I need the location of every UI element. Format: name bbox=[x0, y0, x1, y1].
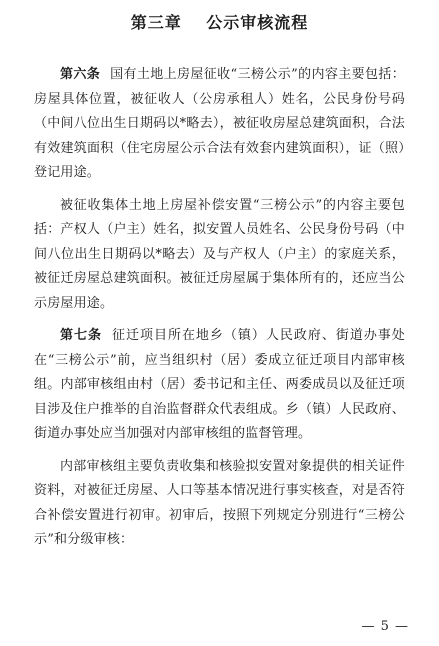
paragraph-article-6 bbox=[34, 63, 405, 186]
paragraph-text: 国有土地上房屋征收“三榜公示”的内容主要包括：房屋具体位置，被征收人（公房承租人）姓名，公民身份号码（中间八位出生日期码以*略去），被征收房屋总建筑面积，合法有效建筑面积（住宅房屋公示合法有效套内建筑面积），证（照）登记用途。 bbox=[34, 67, 405, 180]
paragraph-article-7 bbox=[34, 324, 405, 447]
paragraph-text: 被征收集体土地上房屋补偿安置“三榜公示”的内容主要包括：产权人（户主）姓名，拟安置人员姓名、公民身份号码（中间八位出生日期码以*略去）及与产权人（户主）的家庭关系，被征迁房屋总建筑面积。被征迁房屋属于集体所有的，还应当公示房屋用途。 bbox=[34, 197, 405, 311]
paragraph-text: 征迁项目所在地乡（镇）人民政府、街道办事处在“三榜公示”前，应当组织村（居）委成立征迁项目内部审核组。内部审核组由村（居）委书记和主任、两委成员以及征迁项目涉及住户推举的自治监督群众代表组成。乡（镇）人民政府、街道办事处应当加强对内部审核组的监督管理。 bbox=[34, 328, 405, 441]
article-label: 第六条 bbox=[60, 67, 101, 82]
chapter-title: 第三章 公示审核流程 bbox=[130, 13, 309, 32]
page-number: — 5 — bbox=[361, 619, 409, 634]
paragraph-collective-land bbox=[34, 194, 405, 317]
paragraph-review-duties bbox=[34, 455, 405, 553]
article-label: 第七条 bbox=[60, 328, 102, 343]
paragraph-text: 内部审核组主要负责收集和核验拟安置对象提供的相关证件资料，对被征迁房屋、人口等基本情况进行事实核查，对是否符合补偿安置进行初审。初审后，按照下列规定分别进行“三榜公示”和分级审核： bbox=[34, 458, 405, 547]
